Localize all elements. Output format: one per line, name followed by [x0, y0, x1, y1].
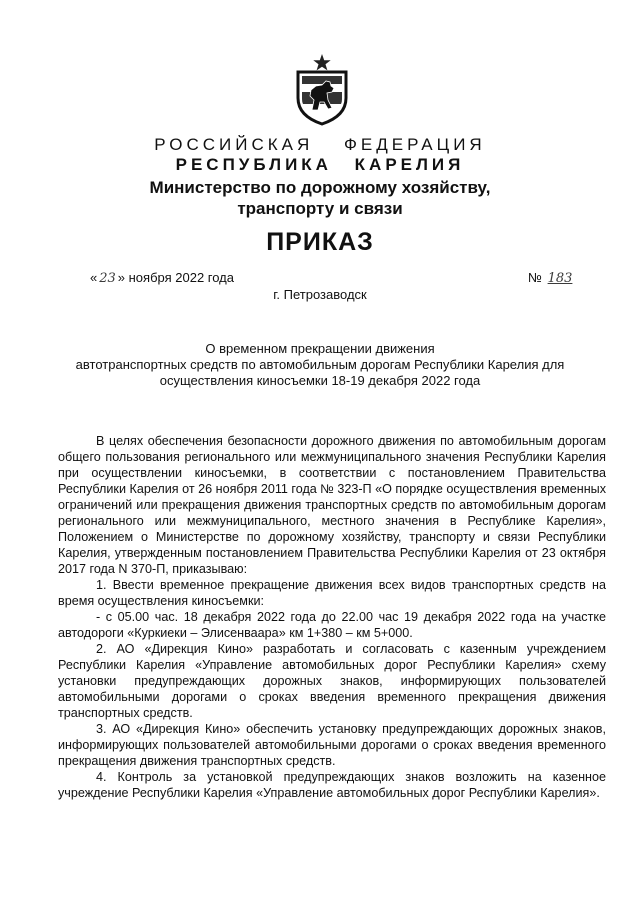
number-label: № — [528, 270, 542, 285]
subject-line3: осуществления киносъемки 18-19 декабря 2022 года — [159, 373, 481, 388]
ministry-name-line2: транспорту и связи — [237, 199, 403, 218]
item-1-paragraph: 1. Ввести временное прекращение движения всех видов транспортных средств на время осуществления киносъемки: — [58, 578, 606, 608]
republic-name: РЕСПУБЛИКА КАРЕЛИЯ — [175, 155, 465, 174]
preamble-paragraph: В целях обеспечения безопасности дорожного движения по автомобильным дорогам общего пользования регионального или межмуниципального значения Республики Карелия при осуществлении киносъемки, в соответствии с постановлением Правительства Республики Карелия от 26 ноября 2011 года № 323-П «О порядке осуществления временных ограничений или прекращения движения транспортных средств по автомобильным дорогам регионального или межмуниципального, местного значения в Республике Карелия», Положением о Министерстве по дорожному хозяйству, транспорту и связи Республики Карелия, утвержденным постановлением Правительства Республики Карелия от 23 октября 2017 года N 370-П, приказываю: — [58, 434, 606, 576]
item-4-paragraph: 4. Контроль за установкой предупреждающих знаков возложить на казенное учреждение Республики Карелия «Управление автомобильных дорог Республики Карелия». — [58, 770, 606, 800]
order-date — [90, 270, 234, 287]
item-3-paragraph: 3. АО «Дирекция Кино» обеспечить установку предупреждающих дорожных знаков, информирующих пользователей автомобильными дорогами о сроках введения временного прекращения движения транспортных средств. — [58, 722, 606, 768]
date-open-quote: « — [90, 270, 98, 285]
date-month-year: » ноября 2022 года — [117, 270, 235, 285]
subject-line1: О временном прекращении движения — [205, 341, 435, 356]
karelia-coat-of-arms-icon — [292, 52, 352, 126]
order-body — [58, 433, 606, 801]
handwritten-day: 23 — [99, 271, 116, 286]
subject-line2: автотранспортных средств по автомобильным дорогам Республики Карелия для — [75, 357, 565, 372]
order-subject — [60, 341, 580, 389]
handwritten-number: 183 — [547, 271, 573, 286]
order-title: ПРИКАЗ — [266, 228, 374, 256]
order-number — [528, 270, 574, 287]
item-1-detail-paragraph: - с 05.00 час. 18 декабря 2022 года до 22.00 час 19 декабря 2022 года на участке автодороги «Куркиеки – Элисенваара» км 1+380 – км 5+000. — [58, 610, 606, 640]
item-2-paragraph: 2. АО «Дирекция Кино» разработать и согласовать с казенным учреждением Республики Карелия «Управление автомобильных дорог Республики Карелия» схему установки предупреждающих дорожных знаков, информирующих пользователей автомобильными дорогами о сроках введения временного прекращения движения транспортных средств. — [58, 642, 606, 720]
ministry-name-line1: Министерство по дорожному хозяйству, — [149, 178, 491, 197]
order-city: г. Петрозаводск — [273, 287, 367, 302]
ministry-name — [0, 177, 640, 219]
country-name: РОССИЙСКАЯ ФЕДЕРАЦИЯ — [154, 135, 486, 154]
